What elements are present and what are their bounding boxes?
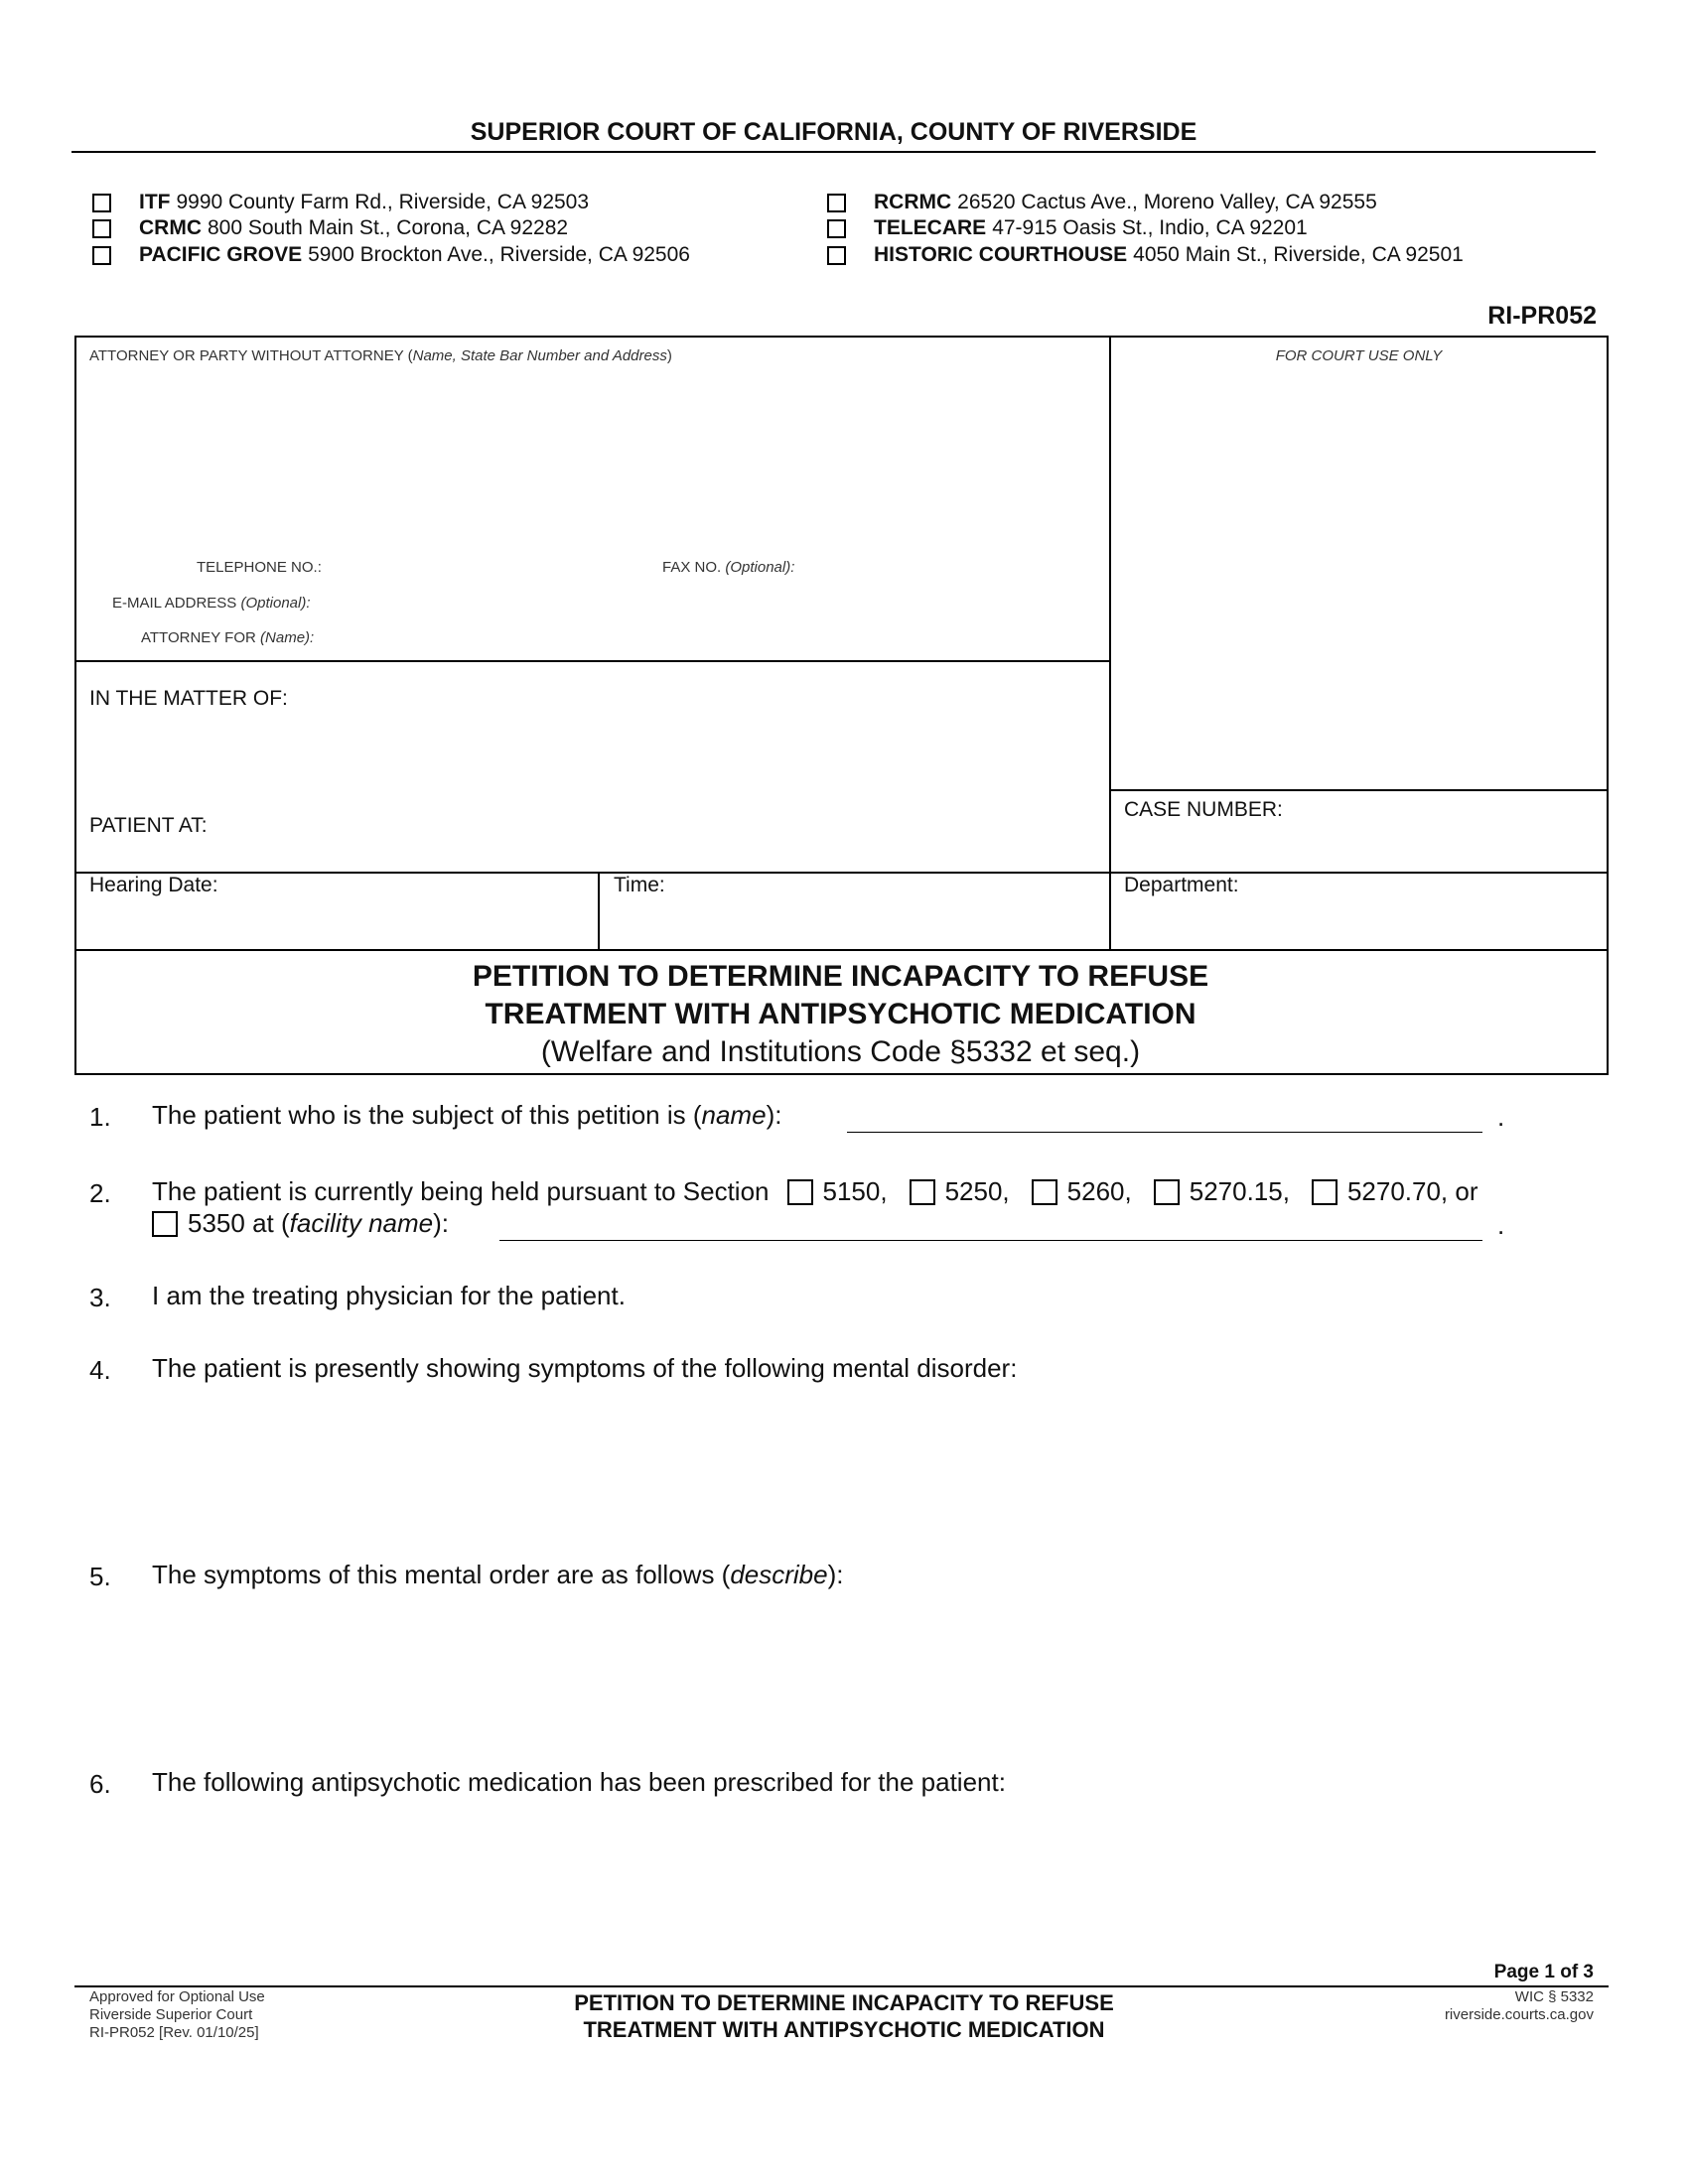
telephone-label: TELEPHONE NO.: — [197, 559, 322, 576]
fax-input[interactable] — [819, 556, 1097, 578]
form-id: RI-PR052 — [1487, 302, 1597, 330]
location-telecare[interactable]: TELECARE 47-915 Oasis St., Indio, CA 92201 — [827, 214, 1308, 242]
checkbox-telecare[interactable] — [827, 219, 846, 238]
attorney-for-input[interactable] — [338, 626, 1092, 648]
checkbox-5250[interactable] — [910, 1179, 935, 1205]
page-number: Page 1 of 3 — [1493, 1962, 1594, 1982]
patient-at-input[interactable] — [248, 812, 1092, 842]
symptoms-input[interactable] — [152, 1601, 1542, 1750]
item-2-text: The patient is currently being held pursuant to Section 5150, 5250, 5260, 5270.15, 5270.70, or — [152, 1176, 1478, 1206]
fax-label: FAX NO. (Optional): — [662, 559, 795, 576]
matter-of-label: IN THE MATTER OF: — [89, 687, 288, 710]
telephone-input[interactable] — [338, 556, 635, 578]
item-5-number: 5. — [89, 1562, 111, 1591]
checkbox-5270-15[interactable] — [1154, 1179, 1180, 1205]
court-title: SUPERIOR COURT OF CALIFORNIA, COUNTY OF RIVERSIDE — [470, 118, 1197, 146]
item-2-period: . — [1497, 1210, 1505, 1240]
department-label: Department: — [1124, 874, 1239, 896]
attorney-for-label: ATTORNEY FOR (Name): — [141, 629, 315, 646]
option-5260[interactable]: 5260, — [1032, 1176, 1132, 1207]
email-input[interactable] — [338, 592, 1092, 614]
option-5350[interactable]: 5350 at ( — [152, 1208, 290, 1239]
option-5150[interactable]: 5150, — [787, 1176, 888, 1207]
time-input[interactable] — [614, 901, 1100, 941]
option-5250[interactable]: 5250, — [910, 1176, 1010, 1207]
item-4-number: 4. — [89, 1355, 111, 1385]
patient-at-label: PATIENT AT: — [89, 814, 208, 837]
location-crmc[interactable]: CRMC 800 South Main St., Corona, CA 92282 — [92, 214, 568, 242]
item-6-number: 6. — [89, 1769, 111, 1799]
footer-divider — [74, 1985, 1609, 1987]
court-use-label: FOR COURT USE ONLY — [1275, 347, 1443, 364]
attorney-label: ATTORNEY OR PARTY WITHOUT ATTORNEY (Name, State Bar Number and Address) — [89, 347, 672, 364]
checkbox-5350[interactable] — [152, 1211, 178, 1237]
item-1-text: The patient who is the subject of this petition is ( name ): — [152, 1100, 782, 1130]
location-historic-courthouse[interactable]: HISTORIC COURTHOUSE 4050 Main St., Riverside, CA 92501 — [827, 241, 1464, 269]
mental-disorder-input[interactable] — [152, 1395, 1542, 1544]
checkbox-crmc[interactable] — [92, 219, 111, 238]
footer-right: WIC § 5332 riverside.courts.ca.gov — [1444, 1988, 1594, 2023]
case-number-divider — [1109, 789, 1609, 791]
item-3-text: I am the treating physician for the patient. — [152, 1281, 626, 1310]
petition-title-line1: PETITION TO DETERMINE INCAPACITY TO REFUSE — [472, 960, 1209, 993]
time-department-divider — [1109, 872, 1111, 951]
department-input[interactable] — [1124, 901, 1596, 941]
location-rcrmc[interactable]: RCRMC 26520 Cactus Ave., Moreno Valley, CA 92555 — [827, 189, 1377, 216]
header-divider — [71, 151, 1596, 153]
attorney-info-input[interactable] — [89, 372, 1092, 541]
checkbox-rcrmc[interactable] — [827, 194, 846, 212]
case-number-label: CASE NUMBER: — [1124, 798, 1283, 821]
patient-name-input[interactable] — [847, 1132, 1482, 1133]
hearing-row-divider — [74, 872, 1609, 874]
title-divider — [74, 949, 1609, 951]
checkbox-historic-courthouse[interactable] — [827, 246, 846, 265]
item-5-text: The symptoms of this mental order are as follows ( describe ): — [152, 1560, 844, 1589]
hearing-date-label: Hearing Date: — [89, 874, 218, 896]
checkbox-5260[interactable] — [1032, 1179, 1057, 1205]
attorney-section-divider — [74, 660, 1110, 662]
matter-of-input[interactable] — [89, 717, 1092, 806]
option-5270-15[interactable]: 5270.15, — [1154, 1176, 1290, 1207]
hearing-date-input[interactable] — [89, 901, 586, 941]
checkbox-5270-70[interactable] — [1312, 1179, 1337, 1205]
location-pacific-grove[interactable]: PACIFIC GROVE 5900 Brockton Ave., Riverside, CA 92506 — [92, 241, 690, 269]
location-itf[interactable]: ITF 9990 County Farm Rd., Riverside, CA 92503 — [92, 189, 589, 216]
facility-name-input[interactable] — [499, 1240, 1482, 1241]
item-6-text: The following antipsychotic medication has been prescribed for the patient: — [152, 1767, 1006, 1797]
medication-input[interactable] — [152, 1809, 1542, 1958]
item-2-line2: 5350 at ( facility name ): — [152, 1208, 449, 1239]
email-label: E-MAIL ADDRESS (Optional): — [112, 595, 311, 612]
item-2-number: 2. — [89, 1178, 111, 1208]
item-1-period: . — [1497, 1102, 1505, 1132]
checkbox-5150[interactable] — [787, 1179, 813, 1205]
caption-vertical-divider — [1109, 336, 1111, 951]
item-3-number: 3. — [89, 1283, 111, 1312]
checkbox-pacific-grove[interactable] — [92, 246, 111, 265]
case-number-input[interactable] — [1124, 828, 1591, 864]
petition-title-line2: TREATMENT WITH ANTIPSYCHOTIC MEDICATION — [485, 998, 1196, 1030]
footer-title: PETITION TO DETERMINE INCAPACITY TO REFUSE TREATMENT WITH ANTIPSYCHOTIC MEDICATION — [574, 1990, 1114, 2042]
item-4-text: The patient is presently showing symptoms of the following mental disorder: — [152, 1353, 1018, 1383]
option-5270-70[interactable]: 5270.70, or — [1312, 1176, 1478, 1207]
footer-left: Approved for Optional Use Riverside Superior Court RI-PR052 [Rev. 01/10/25] — [89, 1988, 265, 2041]
checkbox-itf[interactable] — [92, 194, 111, 212]
petition-title-code: (Welfare and Institutions Code §5332 et seq.) — [540, 1035, 1141, 1068]
time-label: Time: — [614, 874, 665, 896]
item-1-number: 1. — [89, 1102, 111, 1132]
hearing-time-divider — [598, 872, 600, 951]
